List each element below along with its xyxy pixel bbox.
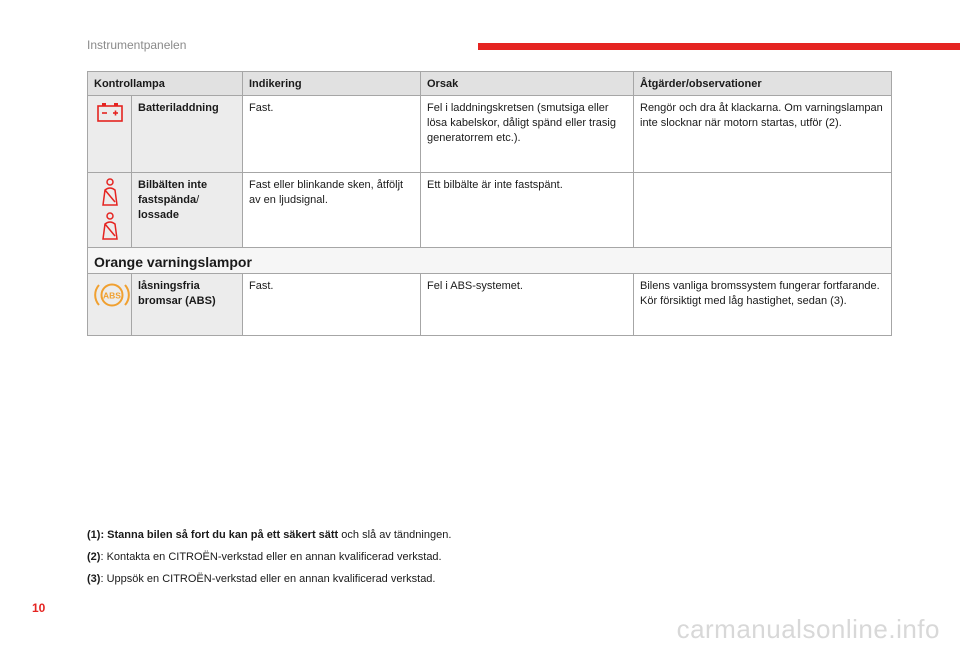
lamp-name-line: lossade — [138, 209, 179, 221]
footnotes — [87, 528, 451, 594]
footnote-text: och slå av tändningen. — [338, 529, 452, 541]
column-header: Orsak — [421, 72, 634, 96]
lamp-name-slash: / — [196, 194, 200, 206]
footnote-label: (3) — [87, 573, 101, 585]
footnote — [87, 528, 451, 543]
seatbelt-icon — [97, 178, 123, 208]
watermark: carmanualsonline.info — [676, 614, 940, 644]
cause-text: Ett bilbälte är inte fastspänt. — [421, 173, 634, 248]
section-title: Instrumentpanelen — [87, 38, 187, 52]
seatbelt-icon — [97, 212, 123, 242]
header-accent-bar — [478, 43, 960, 50]
column-header: Indikering — [243, 72, 421, 96]
lamp-name — [132, 173, 243, 248]
action-text: Rengör och dra åt klackarna. Om varningslampan inte slocknar när motorn startas, utför (2). — [634, 96, 892, 173]
footnote — [87, 550, 451, 565]
action-text — [634, 274, 892, 336]
group-title: Orange varningslampor — [88, 248, 892, 274]
group-header-row — [88, 248, 892, 274]
footnote — [87, 572, 451, 587]
action-line: Kör försiktigt med låg hastighet, sedan (3). — [640, 295, 847, 307]
abs-icon — [94, 279, 130, 311]
table-row — [88, 274, 892, 336]
footnote-text: : Kontakta en CITROËN-verkstad eller en annan kvalificerad verkstad. — [100, 551, 442, 563]
table-row — [88, 96, 892, 173]
footnote-label: (1): Stanna bilen så fort du kan på ett säkert sätt — [87, 529, 339, 541]
indication-text: Fast. — [243, 96, 421, 173]
lamp-name-line: fastspända — [138, 194, 197, 206]
icon-cell — [88, 173, 132, 248]
icon-cell — [88, 96, 132, 173]
lamp-name: Batteriladdning — [132, 96, 243, 173]
abs-icon-text: ABS — [103, 290, 121, 301]
indication-text: Fast eller blinkande sken, åtföljt av en ljudsignal. — [243, 173, 421, 248]
indication-text: Fast. — [243, 274, 421, 336]
table-header-row — [88, 72, 892, 96]
action-line: Bilens vanliga bromssystem fungerar fortfarande. — [640, 280, 880, 292]
cause-text: Fel i laddningskretsen (smutsiga eller lösa kabelskor, dåligt spänd eller trasig generatorrem etc.). — [421, 96, 634, 173]
page-number: 10 — [32, 601, 46, 615]
footnote-text: : Uppsök en CITROËN-verkstad eller en annan kvalificerad verkstad. — [100, 573, 436, 585]
warning-lights-table — [87, 71, 892, 336]
footnote-label: (2) — [87, 551, 101, 563]
icon-cell — [88, 274, 132, 336]
lamp-name-line: Bilbälten inte — [138, 179, 208, 191]
lamp-name: låsningsfria bromsar (ABS) — [132, 274, 243, 336]
battery-icon — [95, 101, 125, 123]
action-text — [634, 173, 892, 248]
column-header: Kontrollampa — [88, 72, 243, 96]
column-header: Åtgärder/observationer — [634, 72, 892, 96]
cause-text: Fel i ABS-systemet. — [421, 274, 634, 336]
table-row — [88, 173, 892, 248]
